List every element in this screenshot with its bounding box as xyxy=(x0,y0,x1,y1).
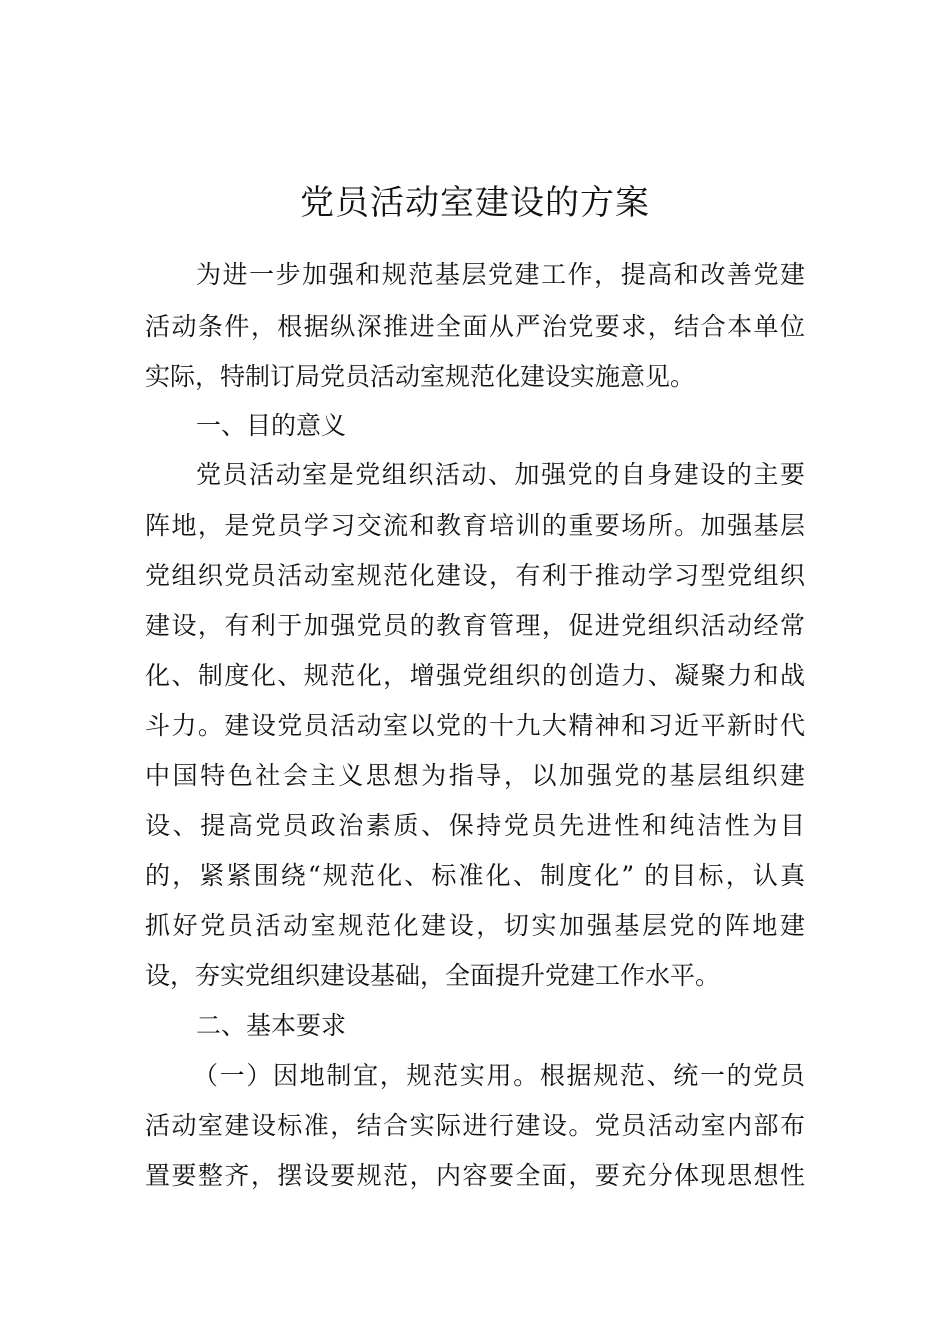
paragraph-line: 设、提高党员政治素质、保持党员先进性和纯洁性为目 xyxy=(145,811,805,840)
paragraph-line: 活动室建设标准，结合实际进行建设。党员活动室内部布 xyxy=(145,1111,805,1140)
paragraph-line: 党员活动室是党组织活动、加强党的自身建设的主要 xyxy=(196,460,805,489)
paragraph-line: 设，夯实党组织建设基础，全面提升党建工作水平。 xyxy=(145,961,721,990)
paragraph-line: 建设，有利于加强党员的教育管理，促进党组织活动经常 xyxy=(145,611,805,640)
paragraph-line: 实际，特制订局党员活动室规范化建设实施意见。 xyxy=(145,362,696,391)
document-title: 党员活动室建设的方案 xyxy=(300,183,650,223)
paragraph-line: 化、制度化、规范化，增强党组织的创造力、凝聚力和战 xyxy=(145,661,805,690)
paragraph-line: 活动条件，根据纵深推进全面从严治党要求，结合本单位 xyxy=(145,312,805,341)
paragraph-line: 党组织党员活动室规范化建设，有利于推动学习型党组织 xyxy=(145,561,805,590)
paragraph-line: 置要整齐，摆设要规范，内容要全面，要充分体现思想性 xyxy=(145,1161,805,1190)
section-heading: 二、基本要求 xyxy=(196,1011,347,1040)
paragraph-line: 斗力。建设党员活动室以党的十九大精神和习近平新时代 xyxy=(145,711,805,740)
section-heading: 一、目的意义 xyxy=(196,411,347,440)
paragraph-line: 为进一步加强和规范基层党建工作，提高和改善党建 xyxy=(196,260,805,289)
paragraph-line: 阵地，是党员学习交流和教育培训的重要场所。加强基层 xyxy=(145,511,805,540)
paragraph-line: 的，紧紧围绕“规范化、标准化、制度化” 的目标，认真 xyxy=(145,861,805,890)
paragraph-line: （一）因地制宜，规范实用。根据规范、统一的党员 xyxy=(193,1061,805,1090)
paragraph-line: 中国特色社会主义思想为指导，以加强党的基层组织建 xyxy=(145,761,805,790)
paragraph-line: 抓好党员活动室规范化建设，切实加强基层党的阵地建 xyxy=(145,911,805,940)
